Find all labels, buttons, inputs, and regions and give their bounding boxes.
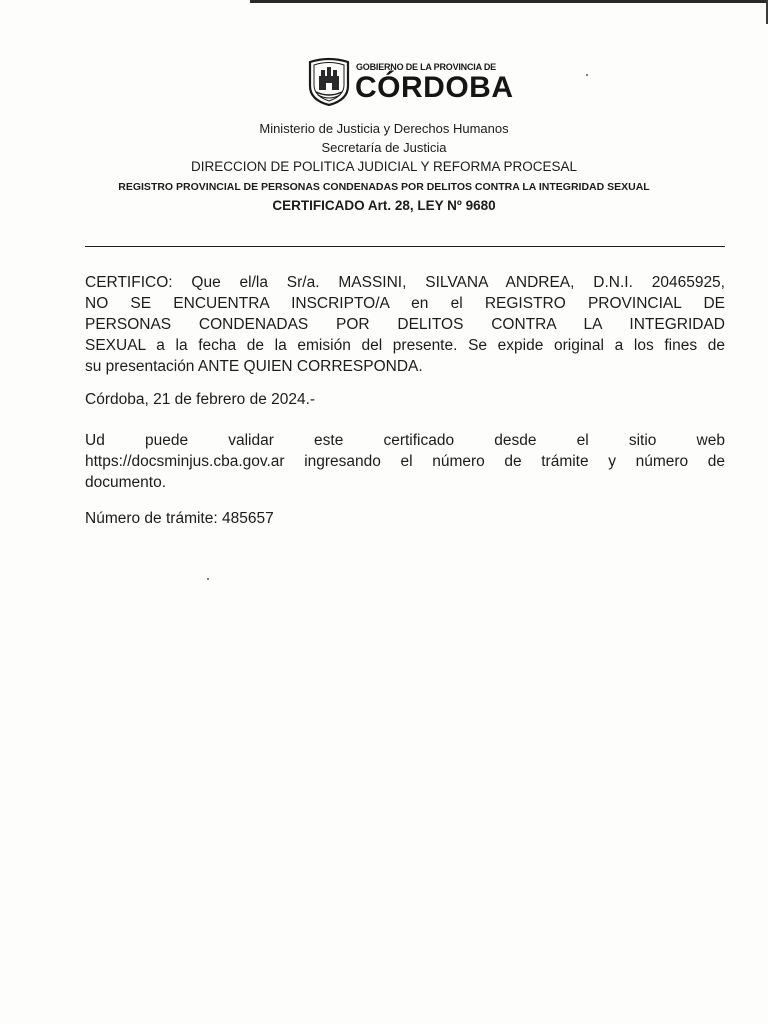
registry-line: REGISTRO PROVINCIAL DE PERSONAS CONDENADAS POR DELITOS CONTRA LA INTEGRIDAD SEXUAL (118, 181, 650, 193)
certification-line: NO SE ENCUENTRA INSCRIPTO/A en el REGISTRO PROVINCIAL DE (85, 295, 725, 312)
secretariat-line: Secretaría de Justicia (321, 140, 447, 155)
certificate-title: CERTIFICADO Art. 28, LEY Nº 9680 (272, 198, 496, 213)
certification-line: SEXUAL a la fecha de la emisión del presente. Se expide original a los fines de (85, 337, 725, 354)
validation-line: Ud puede validar este certificado desde el sitio web (85, 432, 725, 449)
issue-date: Córdoba, 21 de febrero de 2024.- (85, 391, 316, 408)
government-logo (306, 56, 514, 106)
validation-paragraph (85, 430, 725, 493)
certification-paragraph (85, 272, 725, 377)
direction-line: DIRECCION DE POLITICA JUDICIAL Y REFORMA PROCESAL (190, 159, 578, 174)
scan-top-edge (250, 0, 768, 3)
government-label: GOBIERNO DE LA PROVINCIA DE (356, 62, 496, 72)
certification-line: PERSONAS CONDENADAS POR DELITOS CONTRA LA INTEGRIDAD (85, 316, 725, 333)
certification-line: CERTIFICO: Que el/la Sr/a. MASSINI, SILVANA ANDREA, D.N.I. 20465925, (85, 274, 725, 291)
header-divider (85, 246, 725, 247)
tramite-number: Número de trámite: 485657 (85, 510, 274, 527)
ministry-line: Ministerio de Justicia y Derechos Humanos (259, 121, 509, 136)
scan-speck (586, 74, 588, 76)
provincial-coat-of-arms-icon (306, 56, 352, 106)
validation-line: documento. (85, 474, 166, 491)
scan-speck (207, 578, 209, 580)
certification-line: su presentación ANTE QUIEN CORRESPONDA. (85, 358, 423, 375)
validation-line: https://docsminjus.cba.gov.ar ingresando el número de trámite y número de (85, 453, 725, 470)
province-name: CÓRDOBA (355, 71, 514, 104)
